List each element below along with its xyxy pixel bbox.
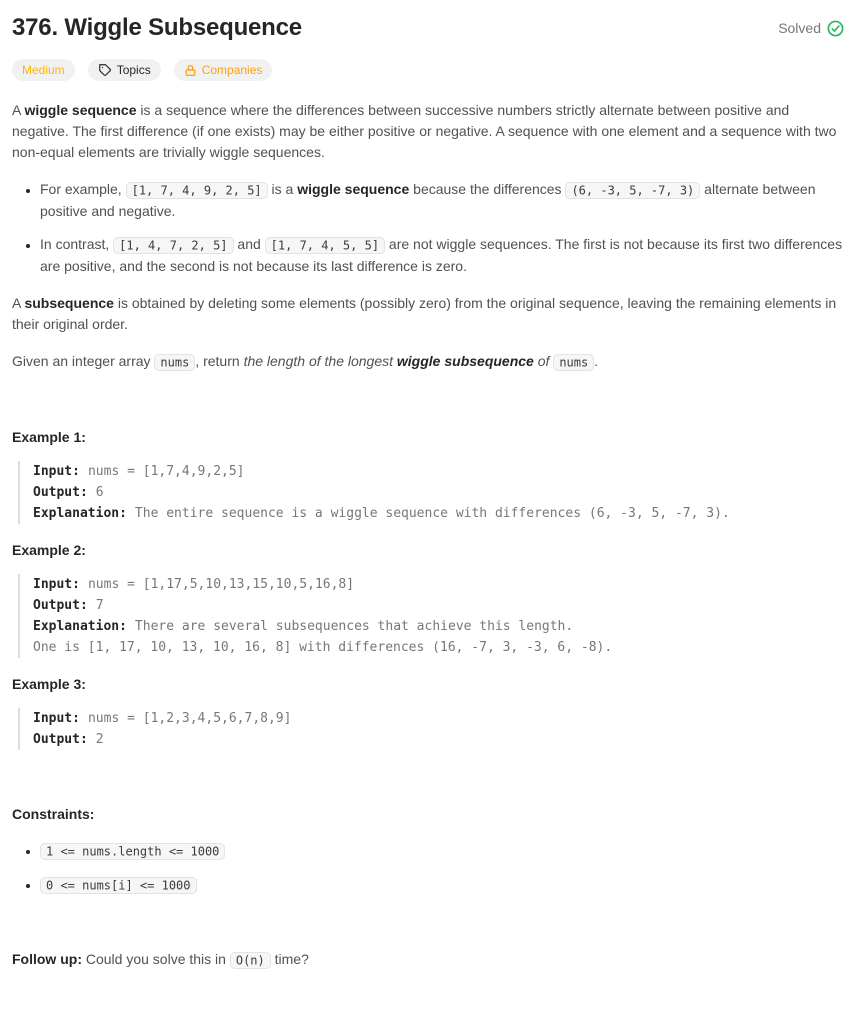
constraint-item <box>40 875 844 895</box>
example-3-header: Example 3: <box>12 676 86 692</box>
code-line <box>33 574 844 595</box>
description-paragraph-2: A subsequence is obtained by deleting some elements (possibly zero) from the original sequence, leaving the remaining elements in their original order. <box>12 295 837 332</box>
lock-icon <box>184 64 197 77</box>
input-value: nums = [1,17,5,10,13,15,10,5,16,8] <box>87 577 355 592</box>
output-label: Output: <box>33 732 88 747</box>
example-1-header: Example 1: <box>12 429 86 445</box>
solved-label: Solved <box>778 20 821 36</box>
tags-row <box>12 59 844 81</box>
explanation-label: Explanation: <box>33 619 127 634</box>
explanation-continued-value: One is [1, 17, 10, 13, 10, 16, 8] with differences (16, -7, 3, -3, 6, -8). <box>33 640 613 655</box>
explanation-label: Explanation: <box>33 506 127 521</box>
input-label: Input: <box>33 464 80 479</box>
companies-pill[interactable] <box>174 59 273 81</box>
explanation-value: The entire sequence is a wiggle sequence with differences (6, -3, 5, -7, 3). <box>134 506 730 521</box>
constraint-code: 1 <= nums.length <= 1000 <box>40 843 225 860</box>
example-2-block <box>18 574 844 658</box>
topics-pill[interactable] <box>88 59 161 81</box>
topics-label: Topics <box>116 63 151 77</box>
list-item: • In contrast, [1, 4, 7, 2, 5] and [1, 7, 4, 5, 5] are not wiggle sequences. The first is not because its first two differences are positive, and the second is not because its last difference is zero. <box>40 234 844 277</box>
constraints-list <box>12 841 844 895</box>
code-line <box>33 503 844 524</box>
follow-up-paragraph: Follow up: Could you solve this in O(n) time? <box>12 951 309 967</box>
code-line <box>33 729 844 750</box>
output-value: 7 <box>95 598 104 613</box>
output-label: Output: <box>33 485 88 500</box>
difficulty-label: Medium <box>22 63 65 77</box>
code-line <box>33 616 844 637</box>
title-row <box>12 14 844 42</box>
output-value: 6 <box>95 485 104 500</box>
code-line <box>33 708 844 729</box>
difficulty-badge-medium[interactable] <box>12 59 75 81</box>
example-2-header: Example 2: <box>12 542 86 558</box>
description-bullet-list <box>12 179 844 277</box>
input-label: Input: <box>33 711 80 726</box>
description-paragraph-3: Given an integer array nums , return the length of the longest wiggle subsequence of nums . <box>12 353 599 369</box>
description-paragraph-1: A wiggle sequence is a sequence where the differences between successive numbers strictly alternate between positive and negative. The first difference (if one exists) may be either positive or negative. A sequence with one element and a sequence with two non-equal elements are trivially wiggle sequences. <box>12 102 837 160</box>
constraints-header: Constraints: <box>12 806 95 822</box>
input-value: nums = [1,7,4,9,2,5] <box>87 464 245 479</box>
input-label: Input: <box>33 577 80 592</box>
page-title: 376. Wiggle Subsequence <box>12 14 302 41</box>
companies-label: Companies <box>201 63 263 77</box>
code-line <box>33 482 844 503</box>
output-label: Output: <box>33 598 88 613</box>
solved-status-badge <box>778 20 844 37</box>
example-1-block <box>18 461 844 524</box>
output-value: 2 <box>95 732 104 747</box>
tag-icon <box>98 63 112 77</box>
code-line <box>33 595 844 616</box>
explanation-value: There are several subsequences that achieve this length. <box>134 619 574 634</box>
list-item: • For example, [1, 7, 4, 9, 2, 5] is a wiggle sequence because the differences (6, -3, 5, -7, 3) alternate between positive and negative. <box>40 179 844 222</box>
check-circle-icon <box>827 20 844 37</box>
constraint-item <box>40 841 844 861</box>
example-3-block <box>18 708 844 750</box>
code-line <box>33 637 844 658</box>
constraint-code: 0 <= nums[i] <= 1000 <box>40 877 197 894</box>
input-value: nums = [1,2,3,4,5,6,7,8,9] <box>87 711 292 726</box>
code-line <box>33 461 844 482</box>
